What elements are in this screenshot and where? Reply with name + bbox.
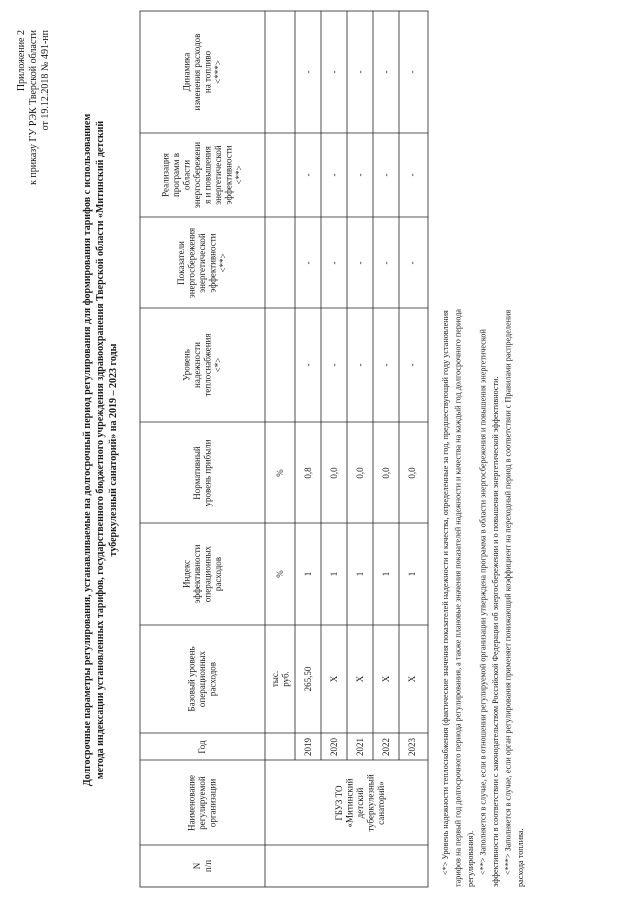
header-programs-line-6: энергетической	[212, 145, 223, 205]
footnote-line: регулирования).	[466, 830, 475, 887]
title-line-1: Долгосрочные параметры регулирования, устанавливаемые на долгосрочный период регулирования для формирования тарифов с использованием	[82, 113, 93, 787]
cell-profit: 0,8	[303, 467, 313, 479]
cell-base: Х	[381, 675, 391, 683]
cell-year: 2020	[329, 738, 339, 756]
cell-energy: -	[355, 261, 365, 265]
footnote-line: <**> Заполняется в случае, если в отношении регулируемой организации утверждена программа в области энергосбережения и повышения энергетической	[478, 329, 488, 875]
header-fuel-line-2: изменения расходов	[191, 33, 202, 111]
cell-energy: -	[329, 261, 339, 265]
header-programs-line-5: я и повышения	[202, 146, 213, 204]
cell-programs: -	[381, 173, 391, 177]
footnote-line: <***> Заполняется в случае, если орган регулирования применяет понижающий коэффициент на переходный период в соответствии с Правилами распределения	[503, 309, 513, 875]
cell-programs: -	[303, 173, 313, 177]
unit-base-line-1: тыс.	[269, 670, 280, 688]
header-index-line-2: эффективности	[191, 544, 202, 604]
header-org-line-2: регулируемой	[197, 776, 207, 830]
org-name-line-1: ГБУЗ ТО	[334, 785, 344, 821]
header-base-line-2: операционных	[197, 650, 207, 708]
rotated-landscape-page	[16, 11, 525, 887]
header-year: Год	[197, 740, 207, 754]
cell-base: Х	[329, 675, 339, 683]
header-index-line-4: расходов	[212, 556, 223, 592]
cell-profit: 0,0	[381, 467, 391, 479]
order-date-number: от 19.12.2018 № 491-нп	[40, 30, 51, 131]
cell-reliability: -	[407, 363, 417, 367]
header-programs-line-7: эффективности	[223, 145, 234, 205]
cell-reliability: -	[303, 363, 313, 367]
header-reliability-line-1: Уровень	[181, 349, 192, 381]
header-programs-line-3: области	[181, 159, 192, 191]
header-energy-line-4: эффективности	[207, 233, 218, 293]
cell-year: 2021	[355, 738, 365, 756]
header-org-line-3: организации	[207, 778, 218, 828]
header-profit-line-2: уровень прибыли	[202, 439, 213, 507]
order-reference: к приказу ГУ РЭК Тверской области	[28, 30, 39, 185]
header-programs-line-1: Реализация	[160, 153, 171, 197]
header-num: N	[192, 862, 202, 870]
header-reliability-line-3: теплоснабжения	[202, 333, 213, 397]
cell-index: 1	[381, 571, 391, 577]
header-programs-line-2: программ в	[170, 153, 181, 197]
header-profit-line-1: Нормативный	[191, 446, 202, 500]
cell-profit: 0,0	[355, 467, 365, 479]
org-name-line-4: туберкулезный	[365, 774, 376, 832]
cell-programs: -	[407, 173, 417, 177]
cell-base: Х	[407, 675, 417, 683]
cell-base: 265,50	[303, 666, 313, 692]
cell-fuel: -	[303, 70, 313, 74]
header-num-sub: п/п	[203, 859, 213, 873]
unit-base-line-2: руб.	[280, 671, 291, 687]
cell-energy: -	[303, 261, 313, 265]
header-base-line-3: расходов	[207, 661, 218, 697]
cell-fuel: -	[355, 70, 365, 74]
cell-index: 1	[407, 571, 417, 577]
cell-programs: -	[329, 173, 339, 177]
cell-year: 2022	[381, 738, 391, 756]
header-programs-line-4: энергосбережени	[191, 141, 202, 209]
header-energy-line-1: Показатели	[176, 241, 186, 285]
header-programs-line-8: <**>	[233, 165, 244, 185]
cell-index: 1	[355, 571, 365, 577]
appendix-header	[16, 29, 51, 185]
header-base-line-1: Базовый уровень	[186, 646, 197, 712]
header-energy-line-2: энергосбережения	[186, 227, 197, 299]
footnote-line: эффективности в соответствии с законодательством Российской Федерации об энергосбережении и о повышении энергетической эффективности.	[491, 376, 500, 887]
cell-base: Х	[355, 675, 365, 683]
unit-profit: %	[275, 469, 285, 477]
cell-index: 1	[303, 571, 313, 577]
header-fuel-line-4: <***>	[212, 60, 223, 84]
cell-energy: -	[381, 261, 391, 265]
cell-profit: 0,0	[329, 467, 339, 479]
header-index-line-1: Индекс	[181, 559, 192, 589]
cell-reliability: -	[329, 363, 339, 367]
header-fuel-line-1: Динамика	[181, 52, 192, 92]
cell-fuel: -	[329, 70, 339, 74]
cell-year: 2023	[407, 738, 417, 756]
cell-index: 1	[329, 571, 339, 577]
cell-programs: -	[355, 173, 365, 177]
org-name-line-3: детский	[355, 787, 365, 819]
document-title	[82, 114, 119, 786]
title-line-3: туберкулезный санаторий» на 2019 – 2023 годы	[108, 343, 119, 557]
cell-profit: 0,0	[407, 467, 417, 479]
cell-fuel: -	[407, 70, 417, 74]
title-line-2: метода индексации установленных тарифов, государственного бюджетного учреждения здравоохранения Тверской области «Митинский детский	[95, 120, 106, 780]
header-index-line-3: операционных	[202, 545, 213, 603]
header-energy-line-5: <**>	[218, 253, 228, 273]
cell-reliability: -	[355, 363, 365, 367]
org-name-line-5: санаторий»	[376, 781, 386, 825]
unit-index: %	[275, 570, 285, 578]
header-energy-line-3: энергетической	[197, 233, 207, 293]
header-org-line-1: Наименование	[186, 774, 197, 832]
parameters-table-text	[160, 34, 417, 873]
footnote-line: расхода топлива.	[516, 828, 525, 887]
footnotes	[441, 309, 525, 887]
cell-energy: -	[407, 261, 417, 265]
footnote-line: тарифов на первый год долгосрочного периода регулирования, а также плановые значения показателей надежности и качества на каждый год долгосрочного периода	[453, 308, 463, 887]
cell-fuel: -	[381, 70, 391, 74]
header-reliability-line-2: надежности	[191, 342, 202, 388]
cell-reliability: -	[381, 363, 391, 367]
header-reliability-line-4: <*>	[212, 357, 223, 373]
appendix-label: Приложение 2	[16, 30, 27, 92]
cell-year: 2019	[303, 738, 313, 756]
org-name-line-2: «Митинский	[344, 778, 355, 828]
footnote-line: <*> Уровень надежности теплоснабжения (фактические значения показателей надежности и качества, определенные за год, предшествующий году установления	[441, 310, 450, 875]
header-fuel-line-3: на топливо	[202, 50, 213, 94]
